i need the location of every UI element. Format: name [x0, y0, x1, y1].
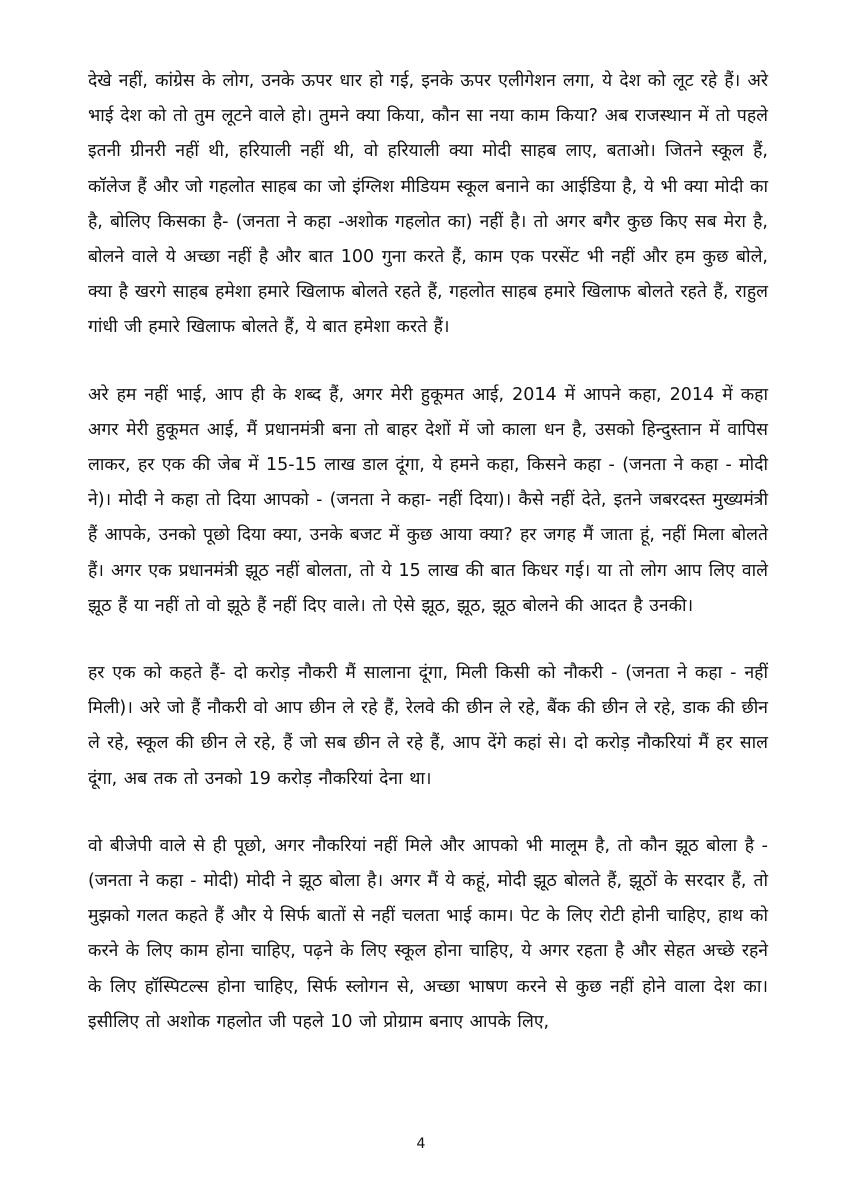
document-page — [88, 64, 768, 1072]
page-number: 4 — [416, 1136, 426, 1152]
paragraph-2: अरे हम नहीं भाई, आप ही के शब्द हैं, अगर मेरी हुकूमत आई, 2014 में आपने कहा, 2014 में कहा अगर मेरी हुकूमत आई, मैं प्रधानमंत्री बना तो बाहर देशों में जो काला धन है, उसको हिन्दुस्तान में वापिस लाकर, हर एक की जेब में 15-15 लाख डाल दूंगा, ये हमने कहा, किसने कहा - (जनता ने कहा - मोदी ने)। मोदी ने कहा तो दिया आपको - (जनता ने कहा- नहीं दिया)। कैसे नहीं देते, इतने जबरदस्त मुख्यमंत्री हैं आपके, उनको पूछो दिया क्या, उनके बजट में कुछ आया क्या? हर जगह मैं जाता हूं, नहीं मिला बोलते हैं। अगर एक प्रधानमंत्री झूठ नहीं बोलता, तो ये 15 लाख की बात किधर गई। या तो लोग आप लिए वाले झूठ हैं या नहीं तो वो झूठे हैं नहीं दिए वाले। तो ऐसे झूठ, झूठ, झूठ बोलने की आदत है उनकी। — [88, 384, 768, 616]
paragraph-4: वो बीजेपी वाले से ही पूछो, अगर नौकरियां नहीं मिले और आपको भी मालूम है, तो कौन झूठ बोला है - (जनता ने कहा - मोदी) मोदी ने झूठ बोला है। अगर मैं ये कहूं, मोदी झूठ बोलते हैं, झूठों के सरदार हैं, तो मुझको गलत कहते हैं और ये सिर्फ बातों से नहीं चलता भाई काम। पेट के लिए रोटी होनी चाहिए, हाथ को करने के लिए काम होना चाहिए, पढ़ने के लिए स्कूल होना चाहिए, ये अगर रहता है और सेहत अच्छे रहने के लिए हॉस्पिटल्स होना चाहिए, सिर्फ स्लोगन से, अच्छा भाषण करने से कुछ नहीं होने वाला देश का। इसीलिए तो अशोक गहलोत जी पहले 10 जो प्रोग्राम बनाए आपके लिए, — [88, 835, 768, 1032]
paragraph-1: देखे नहीं, कांग्रेस के लोग, उनके ऊपर धार हो गई, इनके ऊपर एलीगेशन लगा, ये देश को लूट रहे हैं। अरे भाई देश को तो तुम लूटने वाले हो। तुमने क्या किया, कौन सा नया काम किया? अब राजस्थान में तो पहले इतनी ग्रीनरी नहीं थी, हरियाली नहीं थी, वो हरियाली क्या मोदी साहब लाए, बताओ। जितने स्कूल हैं, कॉलेज हैं और जो गहलोत साहब का जो इंग्लिश मीडियम स्कूल बनाने का आईडिया है, ये भी क्या मोदी का है, बोलिए किसका है- (जनता ने कहा -अशोक गहलोत का) नहीं है। तो अगर बगैर कुछ किए सब मेरा है, बोलने वाले ये अच्छा नहीं है और बात 100 गुना करते हैं, काम एक परसेंट भी नहीं और हम कुछ बोले, क्या है खरगे साहब हमेशा हमारे खिलाफ बोलते रहते हैं, गहलोत साहब हमारे खिलाफ बोलते रहते हैं, राहुल गांधी जी हमारे खिलाफ बोलते हैं, ये बात हमेशा करते हैं। — [88, 71, 768, 338]
paragraph-3: हर एक को कहते हैं- दो करोड़ नौकरी मैं सालाना दूंगा, मिली किसी को नौकरी - (जनता ने कहा - नहीं मिली)। अरे जो हैं नौकरी वो आप छीन ले रहे हैं, रेलवे की छीन ले रहे, बैंक की छीन ले रहे, डाक की छीन ले रहे, स्कूल की छीन ले रहे, हैं जो सब छीन ले रहे हैं, आप देंगे कहां से। दो करोड़ नौकरियां मैं हर साल दूंगा, अब तक तो उनको 19 करोड़ नौकरियां देना था। — [88, 663, 768, 789]
